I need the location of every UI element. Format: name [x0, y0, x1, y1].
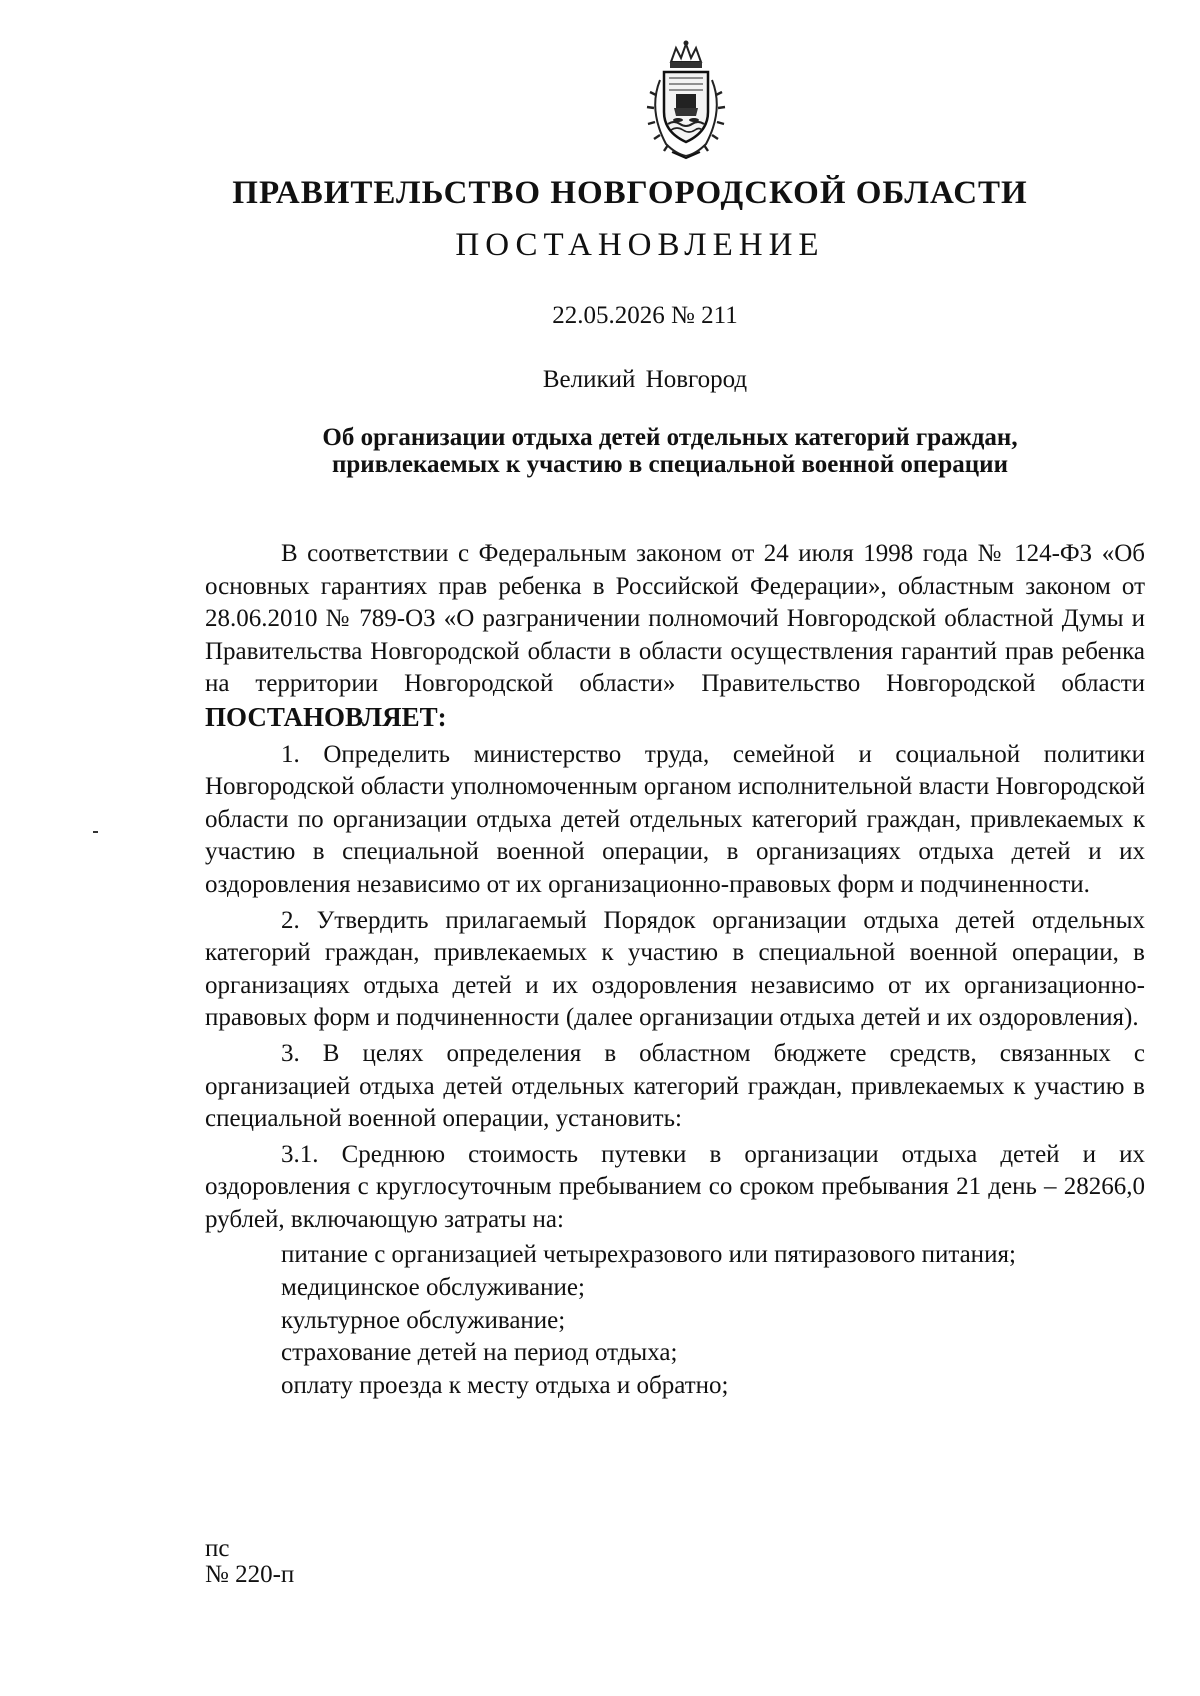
item-3-1-paragraph: 3.1. Среднюю стоимость путевки в организации отдыха детей и их оздоровления с круглосуточным пребыванием со сроком пребывания 21 день – 28266,0 рублей, включающую затраты на: — [205, 1140, 1145, 1233]
document-subject — [210, 424, 1130, 478]
cost-item: питание с организацией четырехразового или пятиразового питания; — [281, 1241, 1016, 1269]
government-title: ПРАВИТЕЛЬСТВО НОВГОРОДСКОЙ ОБЛАСТИ — [232, 175, 1028, 211]
subject-line-1: Об организации отдыха детей отдельных категорий граждан, — [322, 424, 1018, 451]
preamble-paragraph — [205, 538, 1145, 736]
novgorod-coat-of-arms-icon — [636, 40, 736, 160]
registration-code-line-2: № 220-п — [205, 1561, 295, 1588]
cost-item: оплату проезда к месту отдыха и обратно; — [281, 1371, 729, 1399]
item-1-paragraph: 1. Определить министерство труда, семейной и социальной политики Новгородской области уполномоченным органом исполнительной власти Новгородской области по организации отдыха детей отдельных категорий граждан, привлекаемых к участию в специальной военной операции, в организациях отдыха детей и их оздоровления независимо от их организационно-правовых форм и подчиненности. — [205, 740, 1145, 898]
item-3-paragraph: 3. В целях определения в областном бюджете средств, связанных с организацией отдыха детей отдельных категорий граждан, привлекаемых к участию в специальной военной операции, установить: — [205, 1039, 1145, 1133]
item-2-paragraph: 2. Утвердить прилагаемый Порядок организации отдыха детей отдельных категорий граждан, привлекаемых к участию в специальной военной операции, в организациях отдыха детей и их оздоровления независимо от их организационно-правовых форм и подчиненности (далее организации отдыха детей и их оздоровления). — [205, 906, 1145, 1032]
document-body — [205, 538, 1145, 1402]
scan-mark — [93, 831, 98, 833]
document-type: ПОСТАНОВЛЕНИЕ — [455, 227, 825, 263]
subject-line-2: привлекаемых к участию в специальной военной операции — [331, 451, 1008, 478]
document-date-number: 22.05.2026 № 211 — [552, 302, 738, 329]
registration-code — [205, 1536, 294, 1588]
preamble-text: В соответствии с Федеральным законом от 24 июля 1998 года № 124-ФЗ «Об основных гарантиях прав ребенка в Российской Федерации», областным законом от 28.06.2010 № 789-ОЗ «О разграничении полномочий Новгородской областной Думы и Правительства Новгородской области в области осуществления гарантий прав ребенка на территории Новгородской области» Правительство Новгородской области — [205, 540, 1145, 698]
registration-code-line-1: пс — [205, 1535, 230, 1562]
cost-item: страхование детей на период отдыха; — [281, 1339, 678, 1367]
preamble-emphasis: ПОСТАНОВЛЯЕТ: — [205, 701, 447, 732]
cost-item: медицинское обслуживание; — [281, 1274, 585, 1302]
coat-of-arms-emblem — [636, 40, 736, 160]
document-city: Великий Новгород — [542, 366, 748, 393]
cost-item: культурное обслуживание; — [281, 1306, 566, 1334]
